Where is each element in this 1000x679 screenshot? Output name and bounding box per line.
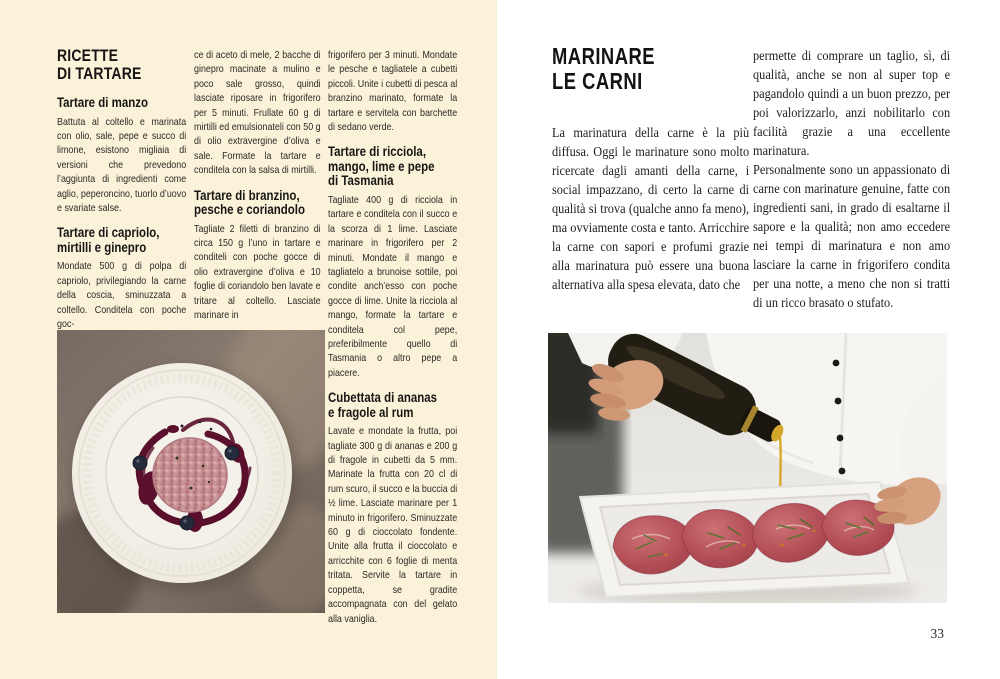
recipe-title-line: Cubettata di ananas: [328, 390, 438, 406]
left-page: [0, 0, 497, 679]
recipe-title-line: mirtilli e ginepro: [57, 239, 147, 255]
intro-paragraph: permette di comprare un taglio, sì, di qualità, anche se non al super top e pagandolo quindi a un buon prezzo, per poi valorizzarlo, anzi nobilitarlo con facilità grazie a una eccellente marinatura.: [753, 49, 951, 159]
recipe-title-line: mango, lime e pepe: [328, 158, 435, 174]
recipe-title-line: e fragole al rum: [328, 404, 414, 420]
recipe-paragraph: Tagliate 400 g di ricciola in tartare e conditela con il succo e la scorza di 1 lime. Lasciate marinare in frigorifero per 2 minuti. Mondate il mango e tagliatelo a brunoise sottile, poi condite anch’esso con poche gocce di lime. Unite la ricciola al mango, formate la tartare e conditela col pepe, preferibilmente quello di Tasmania o altro pepe a piacere.: [328, 193, 458, 379]
recipe-title-tartare-di-capriolo: [57, 226, 186, 255]
recipe-title-line: Tartare di capriolo,: [57, 225, 160, 241]
recipe-title-line: Tartare di branzino,: [194, 187, 300, 203]
recipe-title-cubettata-di-ananas: [328, 391, 457, 420]
recipe-title-tartare-di-branzino: [194, 189, 321, 218]
marinating-photo-illustration: [548, 333, 947, 603]
recipe-paragraph: Lavate e mondate la frutta, poi tagliate 300 g di ananas e 200 g di fragole in cubetti da 5 mm. Marinate la frutta con 20 cl di rum scuro, il succo e la buccia di ½ lime. Lasciate marinare per 1 minuto in frigorifero. Sminuzzate 60 g di cioccolato fondente. Unite alla frutta il cioccolato e arricchite con 6 foglie di menta tritata. Servite la tartare in coppetta, se gradite accompagnata con del gelato alla vaniglia.: [328, 425, 458, 625]
tartare-photo-illustration: [57, 330, 325, 613]
chapter-title: [552, 44, 655, 94]
kicker-line: RICETTE: [57, 47, 119, 65]
jacket-button: [833, 360, 840, 367]
chapter-title-line: LE CARNI: [552, 68, 643, 94]
right-column-2: [753, 47, 950, 313]
tartare-mound: [153, 438, 227, 512]
recipe-title-line: Tartare di ricciola,: [328, 144, 427, 160]
intro-paragraph: Personalmente sono un appassionato di carne con marinature genuine, fatte con ingredienti sani, in grado di esaltarne il sapore e la qualità; non amo eccedere nei tempi di marinatura e non amo lasciare la carne in frigorifero condita per una notte, a meno che non si tratti di un ricco brasato o stufato.: [753, 163, 951, 311]
recipe-paragraph: Mondate 500 g di polpa di capriolo, privilegiando la carne della coscia, sminuzzata a coltello. Conditela con poche goc-: [57, 260, 187, 330]
tartare-photo: [57, 330, 325, 613]
jacket-button: [839, 468, 846, 475]
kicker-line: DI TARTARE: [57, 64, 142, 83]
recipe-title-line: di Tasmania: [328, 173, 394, 189]
recipe-paragraph: Tagliate 2 filetti di branzino di circa 150 g l’uno in tartare e conditeli con poche gocce di olio extravergine d’oliva e 10 foglie di coriandolo ben lavate e tritare al coltello. Lasciate marinare in: [194, 222, 321, 322]
recipe-paragraph: frigorifero per 3 minuti. Mondate le pesche e tagliatele a cubetti piccoli. Unite i cubetti di pesca al branzino marinato, formate la tartare e servitela con barchette di sedano verde.: [328, 49, 458, 134]
recipe-paragraph: ce di aceto di mele, 2 bacche di ginepro macinate a mulino e poco sale grosso, quindi lasciate riposare in frigorifero per 5 minuti. Frullate 60 g di mirtilli ed emulsionateli con 50 g di olio extravergine d’oliva e sale. Formate la tartare e conditela con la salsa di mirtilli.: [194, 49, 321, 177]
left-column-1: [57, 48, 186, 331]
recipe-title-tartare-di-ricciola: [328, 145, 457, 189]
jacket-button: [837, 435, 844, 442]
marinating-photo: [548, 333, 947, 603]
left-column-3: [328, 48, 457, 626]
chapter-title-line: MARINARE: [552, 43, 655, 69]
jacket-button: [835, 398, 842, 405]
recipe-title-tartare-di-manzo: Tartare di manzo: [57, 95, 148, 110]
page-number: 33: [930, 626, 944, 641]
intro-paragraph: La marinatura della carne è la più diffusa. Oggi le marinature sono molto ricercate dagli amanti della carne, i social impazzano, di certo la carne di qualità si trova (qualche anno fa meno), ma ovviamente costa e tanto. Arricchire la carne con sapori e profumi grazie alla marinatura può essere una buona alternativa alla spesa elevata, dato che: [552, 126, 750, 293]
right-column-1: [552, 124, 749, 295]
section-kicker: [57, 48, 186, 83]
left-column-2: [194, 48, 321, 323]
right-page: [497, 0, 1000, 679]
recipe-title-line: pesche e coriandolo: [194, 202, 305, 218]
recipe-paragraph: Battuta al coltello e marinata con olio, sale, pepe e succo di limone, esistono migliaia di versioni che prevedono l’aggiunta di ingredienti come aglio, peperoncino, tuorlo d’uovo e svariate salse.: [57, 115, 187, 214]
